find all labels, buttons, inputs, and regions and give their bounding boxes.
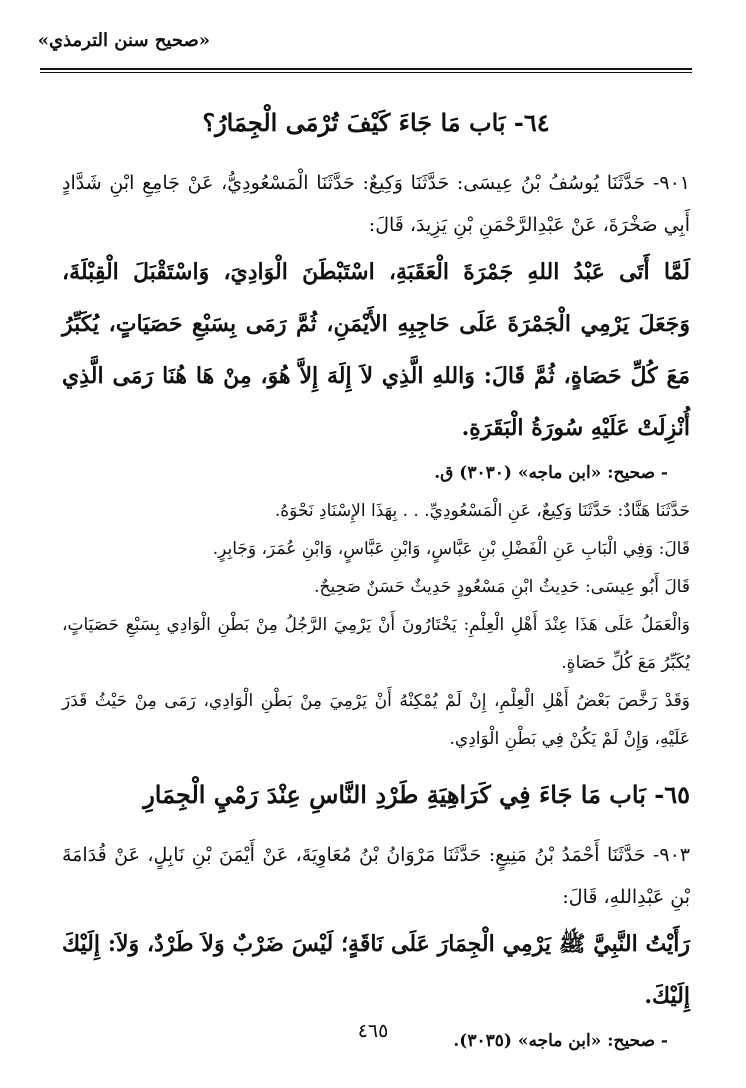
- hadith-902-chain: حَدَّثَنَا هَنَّادٌ: حَدَّثَنَا وَكِيعٌ، عَنِ الْمَسْعُودِيِّ. . . بِهَذَا الإِسْنَادِ نَحْوَهُ.: [274, 501, 690, 521]
- chapter-64-title: ٦٤- بَاب مَا جَاءَ كَيْفَ تُرْمَى الْجِمَارُ؟: [202, 108, 550, 137]
- chapter-65-title: ٦٥- بَاب مَا جَاءَ فِي كَرَاهِيَةِ طَرْدِ النَّاسِ عِنْدَ رَمْيِ الْجِمَارِ: [143, 780, 690, 809]
- hadith-901-matn: لَمَّا أَتَى عَبْدُ اللهِ جَمْرَةَ الْعَقَبَةِ، اسْتَبْطَنَ الْوَادِيَ، وَاسْتَقْبَلَ الْقِبْلَةَ، وَجَعَلَ يَرْمِي الْجَمْرَةَ عَلَى حَاجِبِهِ الأَيْمَنِ، ثُمَّ رَمَى بِسَبْعِ حَصَيَاتٍ، يُكَبِّرُ مَعَ كُلِّ حَصَاةٍ، ثُمَّ قَالَ: وَاللهِ الَّذِي لاَ إِلَهَ إِلاَّ هُوَ، مِنْ هَا هُنَا رَمَى الَّذِي أُنْزِلَتْ عَلَيْهِ سُورَةُ الْبَقَرَةِ.: [62, 259, 690, 441]
- hadith-901-grading: - صحيح: «ابن ماجه» (٣٠٣٠) ق.: [434, 463, 668, 483]
- hadith-903-grading: - صحيح: «ابن ماجه» (٣٠٣٥).: [453, 1031, 668, 1051]
- scholars-practice: وَالْعَمَلُ عَلَى هَذَا عِنْدَ أَهْلِ الْعِلْمِ: يَخْتَارُونَ أَنْ يَرْمِيَ الرَّجُلُ مِنْ بَطْنِ الْوَادِي بِسَبْعِ حَصَيَاتٍ، يُكَبِّرُ مَعَ كُلِّ حَصَاةٍ.: [62, 615, 690, 673]
- hadith-903-isnad: ٩٠٣- حَدَّثَنَا أَحْمَدُ بْنُ مَنِيعٍ: حَدَّثَنَا مَرْوَانُ بْنُ مُعَاوِيَةَ، عَنْ أَيْمَنَ بْنِ نَابِلٍ، عَنْ قُدَامَةَ بْنِ عَبْدِاللهِ، قَالَ:: [62, 844, 690, 908]
- running-header-title: «صحيح سنن الترمذي»: [37, 30, 210, 51]
- bab-note: قَالَ: وَفِي الْبَابِ عَنِ الْفَضْلِ بْنِ عَبَّاسٍ، وَابْنِ عَبَّاسٍ، وَابْنِ عُمَرَ، وَجَابِرٍ.: [212, 539, 690, 559]
- scholars-concession: وَقَدْ رَخَّصَ بَعْضُ أَهْلِ الْعِلْمِ، إِنْ لَمْ يُمْكِنْهُ أَنْ يَرْمِيَ مِنْ بَطْنِ الْوَادِي، رَمَى مِنْ حَيْثُ قَدَرَ عَلَيْهِ، وَإِنْ لَمْ يَكُنْ فِي بَطْنِ الْوَادِي.: [62, 691, 690, 749]
- header-rule: [40, 68, 692, 70]
- hadith-903-matn: رَأَيْتُ النَّبِيَّ ﷺ يَرْمِي الْجِمَارَ عَلَى نَاقَةٍ؛ لَيْسَ ضَرْبٌ وَلاَ طَرْدٌ، وَلاَ: إِلَيْكَ إِلَيْكَ.: [62, 931, 690, 1009]
- header-rule-thin: [40, 72, 692, 73]
- abu-isa-verdict: قَالَ أَبُو عِيسَى: حَدِيثُ ابْنِ مَسْعُودٍ حَدِيثٌ حَسَنٌ صَحِيحٌ.: [314, 577, 690, 597]
- page-body: [62, 92, 690, 1060]
- page-number: ٤٦٥: [357, 1020, 389, 1042]
- hadith-901-isnad: ٩٠١- حَدَّثَنَا يُوسُفُ بْنُ عِيسَى: حَدَّثَنَا وَكِيعٌ: حَدَّثَنَا الْمَسْعُودِيُّ، عَنْ جَامِعِ ابْنِ شَدَّادٍ أَبِي صَخْرَةَ، عَنْ عَبْدِالرَّحْمَنِ بْنِ يَزِيدَ، قَالَ:: [62, 172, 690, 236]
